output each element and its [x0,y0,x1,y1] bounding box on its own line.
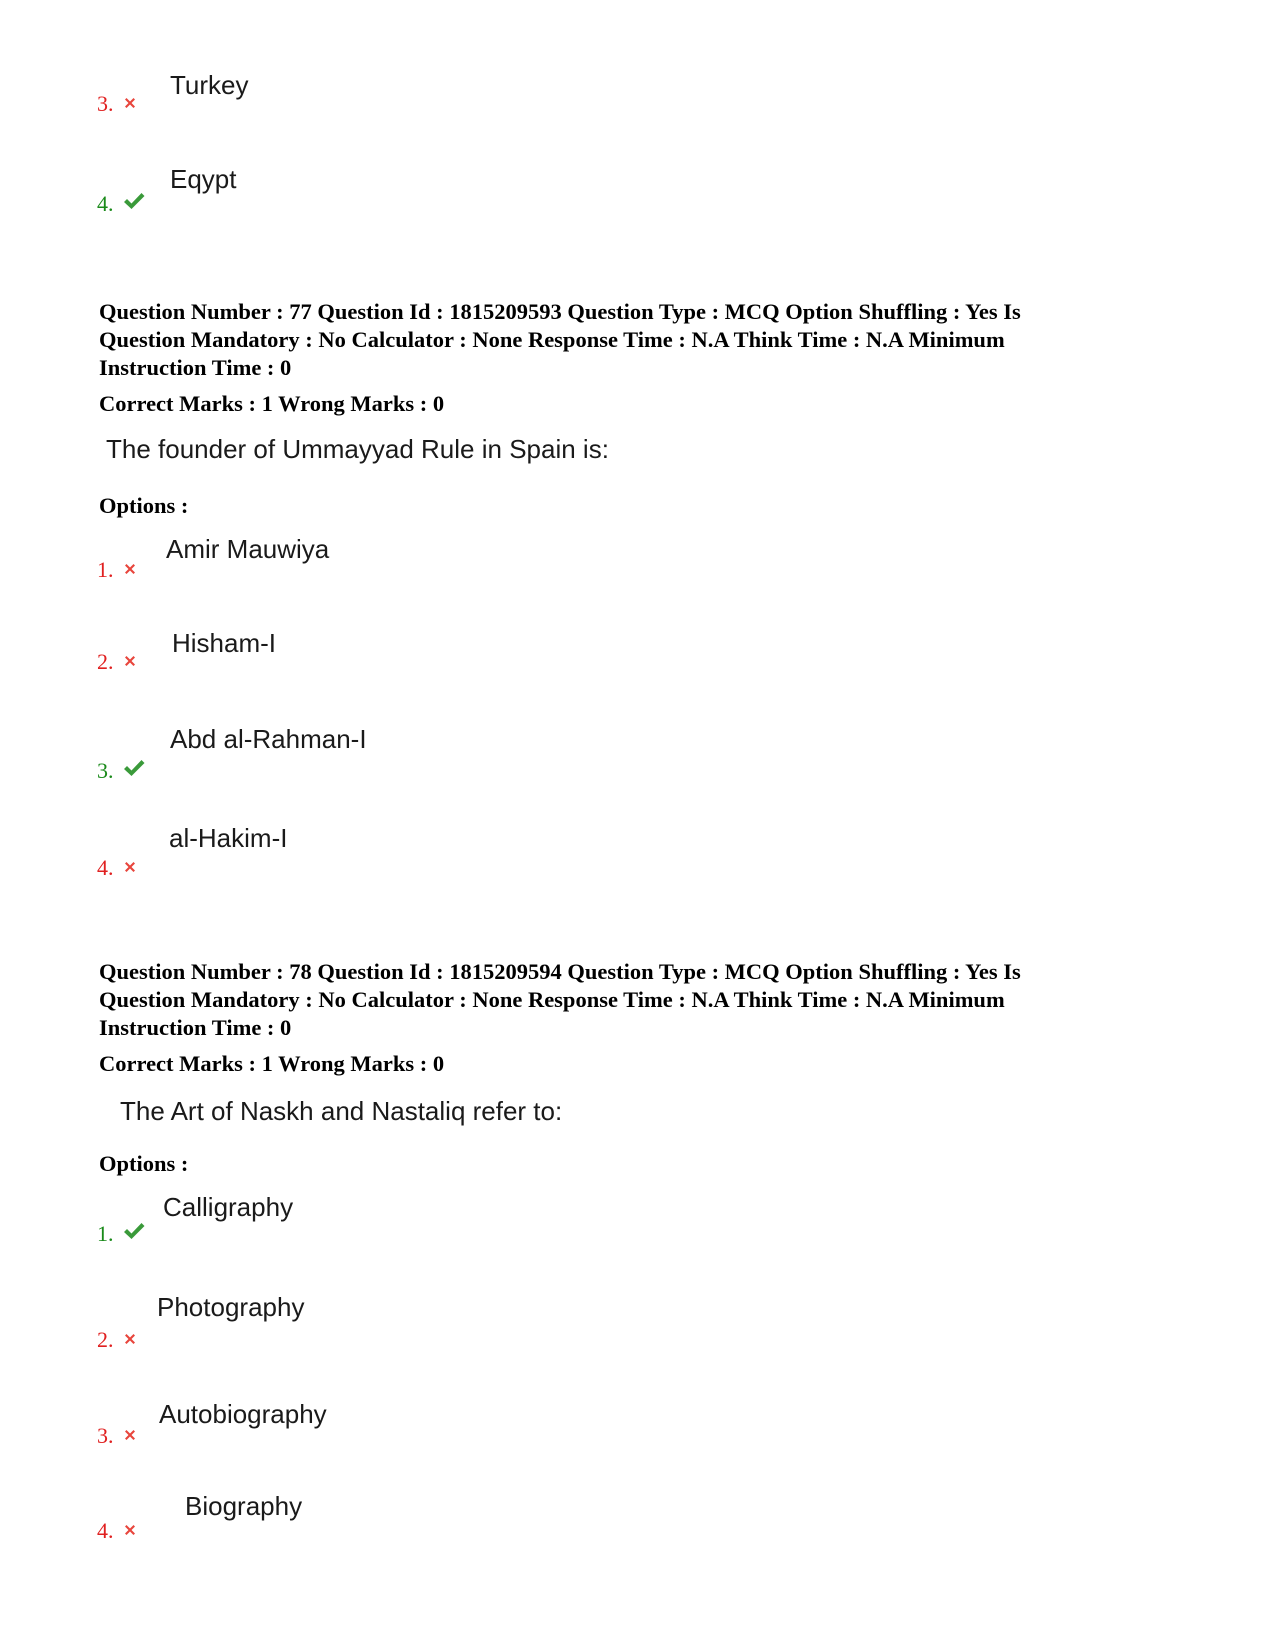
cross-icon [122,1331,138,1347]
meta-line: Question Mandatory : No Calculator : None Response Time : N.A Think Time : N.A Minimum [99,327,1005,352]
option-1-number: 1. [97,559,138,581]
option-2-text: Hisham-I [172,628,277,658]
option-4-number: 4. [97,191,146,215]
option-4-text: Eqypt [170,164,237,194]
option-3-number: 3. [97,1425,138,1447]
check-icon [122,1221,146,1241]
option-3-text: Turkey [170,70,249,100]
option-4-number: 4. [97,1520,138,1542]
option-1-text: Calligraphy [163,1192,294,1222]
check-icon [122,191,146,211]
marks-info: Correct Marks : 1 Wrong Marks : 0 [99,391,445,416]
option-3-number: 3. [97,758,146,782]
option-4-number: 4. [97,857,138,879]
option-2-text: Photography [157,1292,305,1322]
option-1-number: 1. [97,1221,146,1245]
option-2-number: 2. [97,1329,138,1351]
check-icon [122,758,146,778]
cross-icon [122,95,138,111]
options-label: Options : [99,1151,189,1176]
cross-icon [122,561,138,577]
meta-line: Instruction Time : 0 [99,355,292,380]
option-4-text: al-Hakim-I [169,823,288,853]
marks-info: Correct Marks : 1 Wrong Marks : 0 [99,1051,445,1076]
cross-icon [122,859,138,875]
option-2-number: 2. [97,651,138,673]
question-meta [99,298,1189,382]
cross-icon [122,1522,138,1538]
options-label: Options : [99,493,189,518]
option-3-text: Autobiography [159,1399,327,1429]
meta-line: Instruction Time : 0 [99,1015,292,1040]
option-3-number: 3. [97,93,138,115]
meta-line: Question Mandatory : No Calculator : None Response Time : N.A Think Time : N.A Minimum [99,987,1005,1012]
question-text: The Art of Naskh and Nastaliq refer to: [120,1096,563,1126]
meta-line: Question Number : 78 Question Id : 1815209594 Question Type : MCQ Option Shuffling : Yes Is [99,959,1021,984]
question-text: The founder of Ummayyad Rule in Spain is: [106,434,609,464]
option-4-text: Biography [185,1491,303,1521]
cross-icon [122,653,138,669]
option-1-text: Amir Mauwiya [166,534,330,564]
option-3-text: Abd al-Rahman-I [170,724,367,754]
cross-icon [122,1427,138,1443]
question-meta [99,958,1189,1042]
meta-line: Question Number : 77 Question Id : 1815209593 Question Type : MCQ Option Shuffling : Yes Is [99,299,1021,324]
